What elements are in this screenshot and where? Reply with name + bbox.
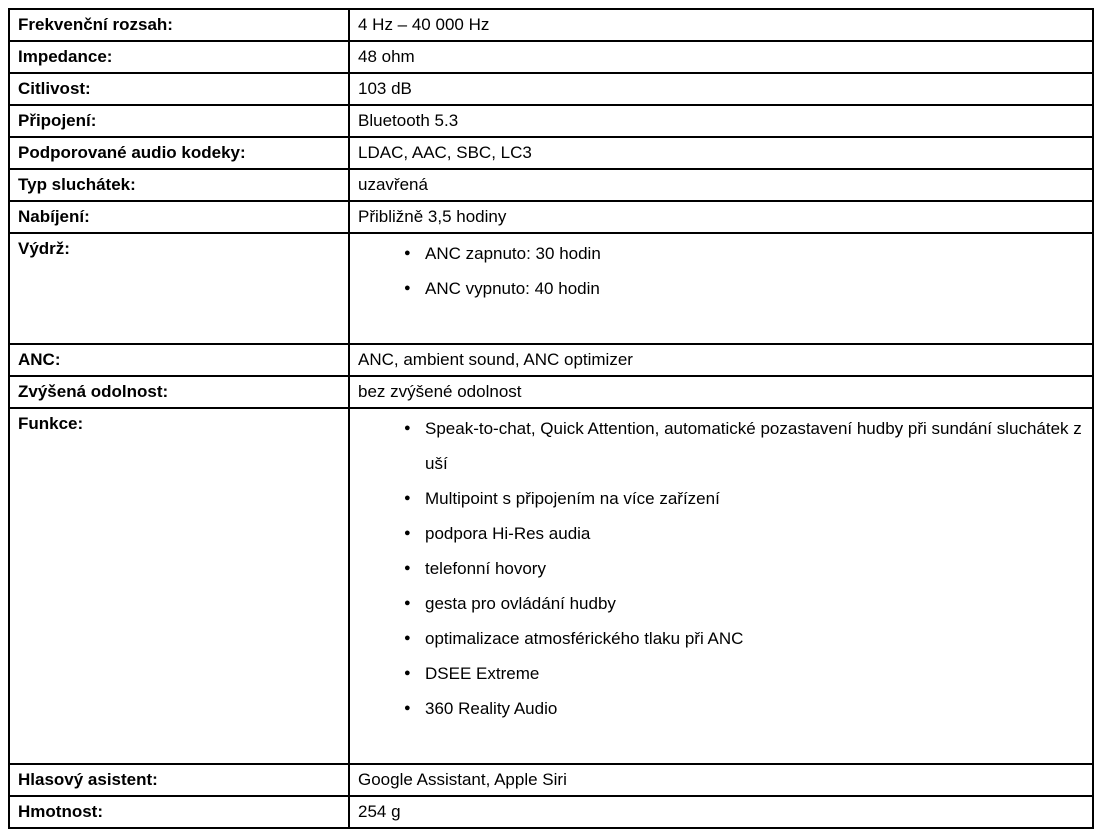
spec-label: Typ sluchátek: — [9, 169, 349, 201]
spec-row-nabijeni — [9, 201, 1093, 233]
spec-value: 48 ohm — [349, 41, 1093, 73]
spec-value — [349, 408, 1093, 764]
bullet-item: ● ANC zapnuto: 30 hodin — [358, 236, 1084, 271]
spec-row-impedance — [9, 41, 1093, 73]
spec-value: LDAC, AAC, SBC, LC3 — [349, 137, 1093, 169]
spec-label: Impedance: — [9, 41, 349, 73]
spec-label: Funkce: — [9, 408, 349, 764]
spec-row-hlasovy-asistent — [9, 764, 1093, 796]
spec-value: bez zvýšené odolnost — [349, 376, 1093, 408]
bullet-list — [358, 236, 1084, 306]
bullet-item: ● 360 Reality Audio — [358, 691, 1084, 726]
spec-label: Připojení: — [9, 105, 349, 137]
bullet-item: ● telefonní hovory — [358, 551, 1084, 586]
spec-value: ANC, ambient sound, ANC optimizer — [349, 344, 1093, 376]
bullet-item: ● DSEE Extreme — [358, 656, 1084, 691]
bullet-item: ● gesta pro ovládání hudby — [358, 586, 1084, 621]
spec-value: 4 Hz – 40 000 Hz — [349, 9, 1093, 41]
spec-label: ANC: — [9, 344, 349, 376]
bullet-item: ● Speak-to-chat, Quick Attention, automatické pozastavení hudby při sundání sluchátek z uší — [358, 411, 1084, 481]
spec-row-audio-kodeky — [9, 137, 1093, 169]
spec-value: 254 g — [349, 796, 1093, 828]
bullet-item: ● podpora Hi-Res audia — [358, 516, 1084, 551]
spec-label: Citlivost: — [9, 73, 349, 105]
spec-label: Nabíjení: — [9, 201, 349, 233]
spec-label: Výdrž: — [9, 233, 349, 344]
spec-label: Zvýšená odolnost: — [9, 376, 349, 408]
bullet-item: ● Multipoint s připojením na více zařízení — [358, 481, 1084, 516]
spec-label: Podporované audio kodeky: — [9, 137, 349, 169]
spec-row-funkce — [9, 408, 1093, 764]
spec-label: Frekvenční rozsah: — [9, 9, 349, 41]
spec-row-hmotnost — [9, 796, 1093, 828]
spec-row-pripojeni — [9, 105, 1093, 137]
bullet-list — [358, 411, 1084, 726]
spec-value: Přibližně 3,5 hodiny — [349, 201, 1093, 233]
spec-row-zvysena-odolnost — [9, 376, 1093, 408]
spec-label: Hmotnost: — [9, 796, 349, 828]
bullet-item: ● ANC vypnuto: 40 hodin — [358, 271, 1084, 306]
spec-row-typ-sluchatek — [9, 169, 1093, 201]
spec-row-vydrz — [9, 233, 1093, 344]
spec-row-frekvencni-rozsah — [9, 9, 1093, 41]
spec-value: 103 dB — [349, 73, 1093, 105]
spec-value: uzavřená — [349, 169, 1093, 201]
bullet-item: ● optimalizace atmosférického tlaku při ANC — [358, 621, 1084, 656]
spec-value: Bluetooth 5.3 — [349, 105, 1093, 137]
spec-table — [8, 8, 1094, 829]
spec-value: Google Assistant, Apple Siri — [349, 764, 1093, 796]
spec-row-citlivost — [9, 73, 1093, 105]
spec-row-anc — [9, 344, 1093, 376]
spec-value — [349, 233, 1093, 344]
spec-label: Hlasový asistent: — [9, 764, 349, 796]
